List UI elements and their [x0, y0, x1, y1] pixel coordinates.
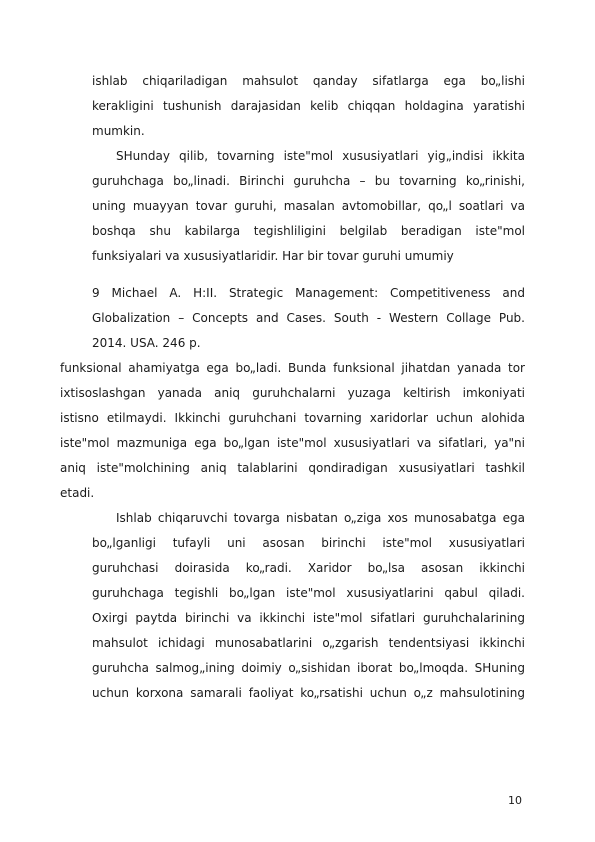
paragraph-3-line-3: istisno etilmaydi. Ikkinchi guruhchani tovarning xaridorlar uchun alohida [60, 411, 525, 425]
paragraph-4-line-4: guruhchaga tegishli bo„lgan iste"mol xususiyatlarini qabul qiladi. [92, 586, 525, 600]
paragraph-3-line-4: iste"mol mazmuniga ega bo„lgan iste"mol xususiyatlari va sifatlari, ya"ni [60, 436, 525, 450]
paragraph-2-line-2: guruhchaga bo„linadi. Birinchi guruhcha – bu tovarning ko„rinishi, [92, 174, 525, 188]
paragraph-2-line-5: funksiyalari va xususiyatlaridir. Har bir tovar guruhi umumiy [92, 249, 454, 263]
page-number: 10 [508, 794, 522, 807]
paragraph-3-line-2: ixtisoslashgan yanada aniq guruhchalarni yuzaga keltirish imkoniyati [60, 386, 525, 400]
paragraph-1-line-1: ishlab chiqariladigan mahsulot qanday sifatlarga ega bo„lishi [92, 74, 525, 88]
paragraph-3-line-1: funksional ahamiyatga ega bo„ladi. Bunda funksional jihatdan yanada tor [60, 361, 525, 375]
footnote-line-1: 9 Michael A. H:II. Strategic Management: Competitiveness and [92, 286, 525, 300]
paragraph-2-line-3: uning muayyan tovar guruhi, masalan avtomobillar, qo„l soatlari va [92, 199, 525, 213]
paragraph-1-line-3: mumkin. [92, 124, 145, 138]
paragraph-3-line-5: aniq iste"molchining aniq talablarini qondiradigan xususiyatlari tashkil [60, 461, 525, 475]
footnote-line-2: Globalization – Concepts and Cases. South - Western Collage Pub. [92, 311, 525, 325]
paragraph-4-line-5: Oxirgi paytda birinchi va ikkinchi iste"mol sifatlari guruhchalarining [92, 611, 525, 625]
paragraph-4-line-6: mahsulot ichidagi munosabatlarini o„zgarish tendentsiyasi ikkinchi [92, 636, 525, 650]
paragraph-4-line-1: Ishlab chiqaruvchi tovarga nisbatan o„ziga xos munosabatga ega [116, 511, 525, 525]
paragraph-2-line-1: SHunday qilib, tovarning iste"mol xususiyatlari yig„indisi ikkita [116, 149, 525, 163]
paragraph-1-line-2: kerakligini tushunish darajasidan kelib chiqqan holdagina yaratishi [92, 99, 525, 113]
footnote-line-3: 2014. USA. 246 p. [92, 336, 201, 350]
paragraph-3-line-6: etadi. [60, 486, 95, 500]
paragraph-4-line-7: guruhcha salmog„ining doimiy o„sishidan iborat bo„lmoqda. SHuning [92, 661, 525, 675]
paragraph-4-line-3: guruhchasi doirasida ko„radi. Xaridor bo„lsa asosan ikkinchi [92, 561, 525, 575]
paragraph-4-line-2: bo„lganligi tufayli uni asosan birinchi iste"mol xususiyatlari [92, 536, 525, 550]
paragraph-2-line-4: boshqa shu kabilarga tegishliligini belgilab beradigan iste"mol [92, 224, 525, 238]
paragraph-4-line-8: uchun korxona samarali faoliyat ko„rsatishi uchun o„z mahsulotining [92, 686, 525, 700]
